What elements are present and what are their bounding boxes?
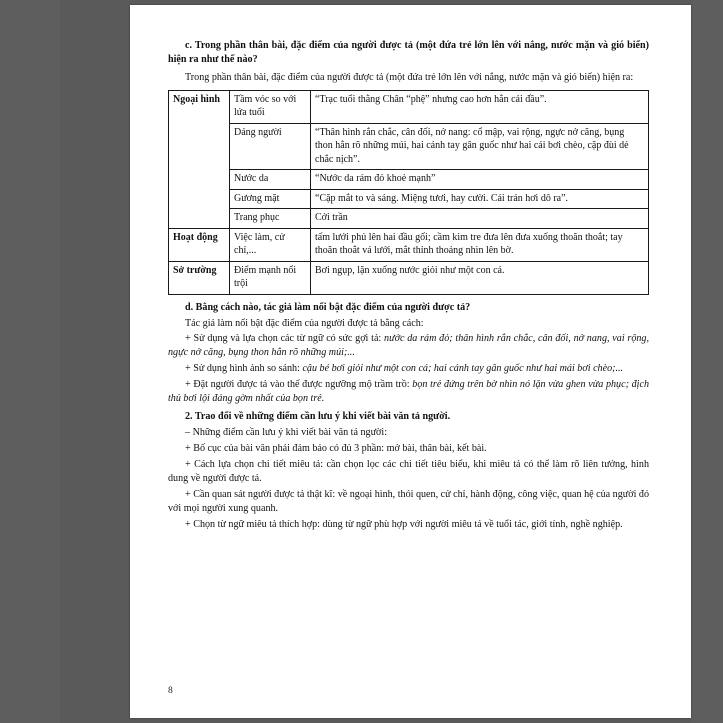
document-page bbox=[130, 5, 691, 718]
table-cell-detail: Bơi ngụp, lặn xuống nước giỏi như một con cá. bbox=[311, 261, 649, 294]
heading-section-2: 2. Trao đổi về những điểm cần lưu ý khi viết bài văn tả người. bbox=[185, 410, 451, 422]
bullet-2-1: – Những điểm cần lưu ý khi viết bài văn tả người: bbox=[185, 427, 387, 439]
table-cell-detail: “Trạc tuổi thằng Chân “phệ” nhưng cao hơn hẳn cái đầu”. bbox=[311, 90, 649, 123]
table-cell-group: Sở trường bbox=[169, 261, 230, 294]
features-table bbox=[168, 90, 649, 295]
table-cell-aspect: Dáng người bbox=[230, 123, 311, 170]
table-row bbox=[169, 228, 649, 261]
page-number: 8 bbox=[168, 686, 173, 696]
table-cell-aspect: Tầm vóc so với lứa tuổi bbox=[230, 90, 311, 123]
bullet-2-2: + Bố cục của bài văn phải đảm bảo có đủ 3 phần: mở bài, thân bài, kết bài. bbox=[185, 442, 487, 454]
table-cell-aspect: Điểm mạnh nổi trội bbox=[230, 261, 311, 294]
table-row bbox=[169, 209, 649, 229]
heading-question-d: d. Bằng cách nào, tác giả làm nổi bật đặc điểm của người được tả? bbox=[185, 301, 471, 313]
table-cell-detail: Cởi trần bbox=[311, 209, 649, 229]
bullet-d-2-plain: + Sử dụng hình ảnh so sánh: bbox=[185, 363, 303, 375]
bullet-2-4: + Cần quan sát người được tả thật kĩ: về ngoại hình, thói quen, cử chỉ, hành động, công việc, quan hệ của người đó với mọi người xung quanh. bbox=[168, 488, 649, 515]
heading-question-c: c. Trong phần thân bài, đặc điểm của người được tả (một đứa trẻ lớn lên với nắng, nước mặn và gió biển) hiện ra như thế nào? bbox=[168, 40, 649, 66]
table-cell-group: Ngoại hình bbox=[169, 90, 230, 228]
table-row bbox=[169, 261, 649, 294]
table-cell-group: Hoạt động bbox=[169, 228, 230, 261]
bullet-2-5: + Chọn từ ngữ miêu tả thích hợp: dùng từ ngữ phù hợp với người miêu tả về tuổi tác, giới tính, nghề nghiệp. bbox=[185, 519, 623, 531]
right-gutter bbox=[691, 0, 723, 723]
table-cell-aspect: Việc làm, cử chỉ,... bbox=[230, 228, 311, 261]
bullet-d-1-italic: nước da rám đỏ; thân hình rắn chắc, cân đối, nở nang, vai rộng, ngực nở căng, bụng thon hẳn rõ những múi;... bbox=[168, 333, 650, 359]
bullet-d-2 bbox=[168, 362, 649, 376]
bullet-d-1-plain: + Sử dụng và lựa chọn các từ ngữ có sức gợi tả: bbox=[185, 333, 385, 345]
table-cell-detail: “Thân hình rắn chắc, cân đối, nở nang: cổ mập, vai rộng, ngực nở căng, bụng thon hẳn rõ những múi, hai cánh tay gân guốc như hai cái bơi chèo, cặp đùi dẻ chắc nịch”. bbox=[311, 123, 649, 170]
table-cell-detail: tấm lưới phủ lên hai đầu gối; cầm kim tre đưa lên đưa xuống thoăn thoắt; tay thoăn thoắt vá lưới, mắt thỉnh thoảng nhìn lên bờ. bbox=[311, 228, 649, 261]
bullet-2-3: + Cách lựa chọn chi tiết miêu tả: cần chọn lọc các chi tiết tiêu biểu, khi miêu tả có thể làm rõ liên tưởng, hình dung về người được tả. bbox=[168, 458, 649, 485]
bullet-d-1 bbox=[168, 332, 649, 361]
table-row bbox=[169, 170, 649, 190]
left-gutter bbox=[0, 0, 60, 723]
table-cell-aspect: Gương mặt bbox=[230, 189, 311, 209]
paragraph-intro-d: Tác giả làm nổi bật đặc điểm của người được tả bằng cách: bbox=[185, 318, 424, 330]
table-cell-detail: “Nước da rám đỏ khoẻ mạnh” bbox=[311, 170, 649, 190]
paragraph-intro-c: Trong phần thân bài, đặc điểm của người được tả (một đứa trẻ lớn lên với nắng, nước mặn và gió biển) hiện ra: bbox=[185, 71, 634, 83]
bullet-d-3-plain: + Đặt người được tả vào thế được ngưỡng mộ trầm trồ: bbox=[185, 379, 413, 391]
table-row bbox=[169, 123, 649, 170]
table-row bbox=[169, 189, 649, 209]
table-row bbox=[169, 90, 649, 123]
bullet-d-2-italic: cậu bé bơi giỏi như một con cá; hai cánh tay gân guốc như hai mái bơi chèo;... bbox=[302, 363, 624, 375]
bullet-d-3-italic: bọn trẻ đứng trên bờ nhìn nó lặn vừa ghen vừa phục; địch thủ bơi lội đáng gờm nhất của bọn trẻ. bbox=[168, 379, 649, 405]
page-content bbox=[130, 5, 691, 718]
table-cell-aspect: Nước da bbox=[230, 170, 311, 190]
table-cell-aspect: Trang phục bbox=[230, 209, 311, 229]
bullet-d-3 bbox=[168, 378, 649, 407]
table-cell-detail: “Cặp mắt to và sáng. Miệng tươi, hay cười. Cái trán hơi dô ra”. bbox=[311, 189, 649, 209]
